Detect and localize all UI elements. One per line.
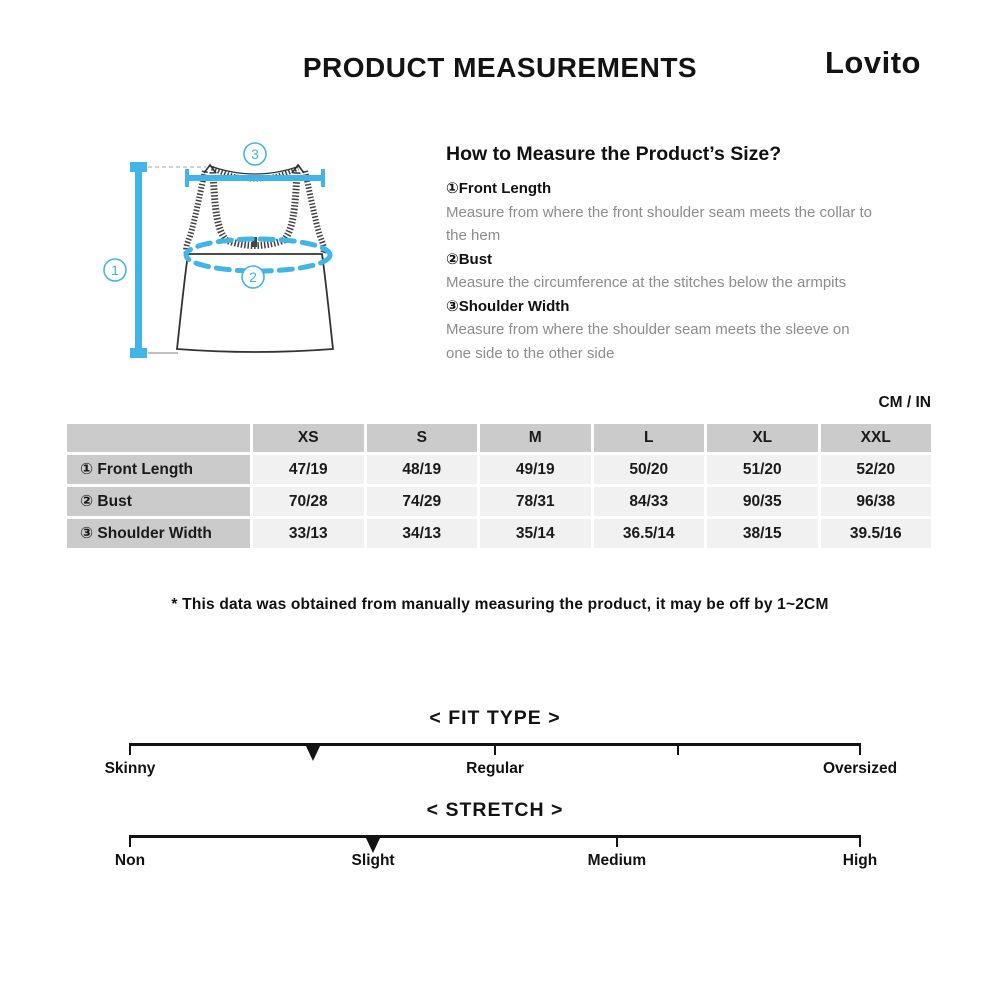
measurement-cell: 74/29 — [367, 487, 478, 516]
scale-label-high: High — [842, 852, 878, 869]
measure-item-label: ③Shoulder Width — [446, 297, 570, 315]
column-header-m: M — [480, 424, 591, 452]
brand-logo: Lovito — [825, 45, 921, 80]
column-header-xl: XL — [707, 424, 818, 452]
row-label-shoulder-width: ③ Shoulder Width — [67, 519, 250, 548]
measurement-cell: 51/20 — [707, 455, 818, 484]
measurement-cell: 52/20 — [821, 455, 932, 484]
measurement-cell: 78/31 — [480, 487, 591, 516]
scale-tick — [129, 835, 131, 847]
stretch-title: < STRETCH > — [426, 799, 564, 821]
scale-tick — [616, 835, 618, 847]
column-header-xs: XS — [253, 424, 364, 452]
measure-item-bust — [446, 248, 878, 295]
front-neckline-ribbed-band — [213, 172, 297, 246]
scale-tick — [859, 835, 861, 847]
scale-label-regular: Regular — [466, 760, 524, 777]
stretch-marker-triangle — [366, 838, 380, 853]
measurement-cell: 36.5/14 — [594, 519, 705, 548]
measurement-cell: 90/35 — [707, 487, 818, 516]
left-armhole-ribbed-band — [186, 171, 205, 253]
measure-item-desc: Measure from where the shoulder seam meets the sleeve on one side to the other side — [446, 321, 850, 362]
how-to-measure-section — [446, 143, 878, 365]
scale-line — [130, 835, 860, 838]
measure-item-label: ①Front Length — [446, 180, 552, 197]
scale-label-oversized: Oversized — [822, 760, 898, 777]
page-title: PRODUCT MEASUREMENTS — [302, 52, 698, 83]
callout-2-number: 2 — [249, 269, 257, 285]
table-corner-cell — [67, 424, 250, 452]
disclaimer-note: * This data was obtained from manually measuring the product, it may be off by 1~2CM — [171, 596, 829, 613]
unit-label: CM / IN — [878, 394, 931, 411]
measure-item-front-length — [446, 177, 878, 248]
measurement-cell: 38/15 — [707, 519, 818, 548]
measurement-cell: 35/14 — [480, 519, 591, 548]
measurement-cell: 84/33 — [594, 487, 705, 516]
scale-label-skinny: Skinny — [104, 760, 156, 777]
scale-label-medium: Medium — [587, 852, 647, 869]
row-label-front-length: ① Front Length — [67, 455, 250, 484]
measure-item-shoulder-width — [446, 295, 878, 366]
how-to-title: How to Measure the Product’s Size? — [446, 143, 782, 165]
measurement-cell: 48/19 — [367, 455, 478, 484]
shoulder-width-line — [187, 175, 323, 181]
garment-measurement-diagram — [100, 130, 440, 392]
scale-label-slight: Slight — [351, 852, 395, 869]
front-length-line — [135, 168, 142, 352]
scale-tick — [859, 743, 861, 755]
measurement-cell: 70/28 — [253, 487, 364, 516]
measure-item-label: ②Bust — [446, 250, 493, 268]
scale-tick — [677, 743, 679, 755]
scale-tick — [129, 743, 131, 755]
scale-label-non: Non — [114, 852, 146, 869]
column-header-s: S — [367, 424, 478, 452]
measurement-cell: 47/19 — [253, 455, 364, 484]
measurement-cell: 34/13 — [367, 519, 478, 548]
scale-tick — [494, 743, 496, 755]
measure-item-desc: Measure the circumference at the stitches below the armpits — [446, 274, 847, 291]
measurement-cell: 39.5/16 — [821, 519, 932, 548]
fit-type-title: < FIT TYPE > — [429, 707, 561, 729]
right-armhole-ribbed-band — [305, 171, 324, 253]
measure-item-desc: Measure from where the front shoulder seam meets the collar to the hem — [446, 203, 873, 244]
fit-type-scale — [104, 707, 898, 791]
stretch-track — [114, 835, 878, 883]
measurement-cell: 50/20 — [594, 455, 705, 484]
size-table — [67, 424, 931, 548]
measurement-cell: 49/19 — [480, 455, 591, 484]
callout-3-number: 3 — [251, 146, 259, 162]
stretch-scale — [114, 799, 878, 883]
left-strap-peak — [204, 165, 216, 173]
measurement-cell: 33/13 — [253, 519, 364, 548]
column-header-l: L — [594, 424, 705, 452]
fit-type-track — [104, 743, 898, 791]
fit-type-marker-triangle — [306, 746, 320, 761]
column-header-xxl: XXL — [821, 424, 932, 452]
callout-1-number: 1 — [111, 262, 119, 278]
row-label-bust: ② Bust — [67, 487, 250, 516]
measurement-cell: 96/38 — [821, 487, 932, 516]
